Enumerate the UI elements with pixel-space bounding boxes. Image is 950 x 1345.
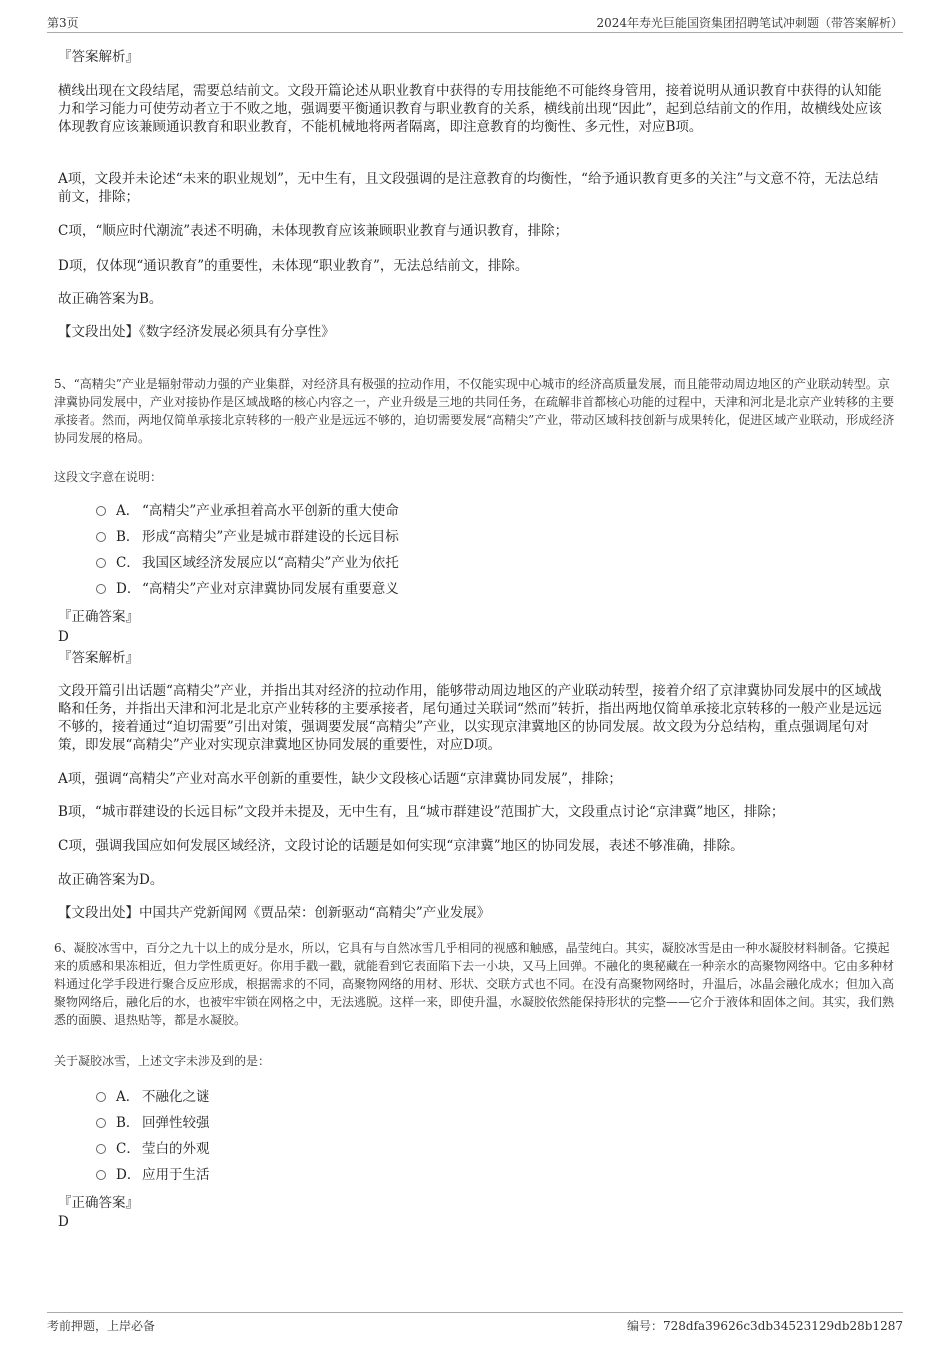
q6-answer-label: 『正确答案』 <box>58 1195 139 1211</box>
page-header <box>47 12 903 33</box>
q6-option-a[interactable]: A． 不融化之谜 <box>96 1086 210 1108</box>
q4-option-d-analysis: D项，仅体现“通识教育”的重要性，未体现“职业教育”，无法总结前文，排除。 <box>58 258 529 274</box>
radio-button-icon[interactable] <box>96 532 106 542</box>
q4-conclusion: 故正确答案为B。 <box>58 291 163 307</box>
radio-button-icon[interactable] <box>96 558 106 568</box>
q6-option-c[interactable]: C． 莹白的外观 <box>96 1138 210 1160</box>
q5-option-c-analysis: C项，强调我国应如何发展区域经济，文段讨论的话题是如何实现“京津冀”地区的协同发展，表述不够准确，排除。 <box>58 838 744 854</box>
q6-question: 关于凝胶冰雪，上述文字未涉及到的是： <box>54 1054 271 1068</box>
q5-stem: 5、“高精尖”产业是辐射带动力强的产业集群，对经济具有极强的拉动作用，不仅能实现中心城市的经济高质量发展，而且能带动周边地区的产业联动转型。京津冀协同发展中，产业对接协作是区域战略的核心内容之一，产业升级是三地的共同任务，在疏解非首都核心功能的过程中，天津和河北是北京产业转移的主要承接者。然而，两地仅简单承接北京转移的一般产业是远远不够的，迫切需要发展“高精尖”产业，带动区域科技创新与成果转化，促进区域产业联动，形成经济协同发展的格局。 <box>54 377 895 445</box>
document-code: 编号：728dfa39626c3db34523129db28b1287 <box>626 1319 903 1333</box>
q5-option-a-analysis: A项，强调“高精尖”产业对高水平创新的重要性，缺少文段核心话题“京津冀协同发展”，排除； <box>58 771 622 787</box>
q6-answer: D <box>58 1214 69 1230</box>
q6-option-b[interactable]: B． 回弹性较强 <box>96 1112 210 1134</box>
radio-button-icon[interactable] <box>96 1144 106 1154</box>
radio-button-icon[interactable] <box>96 1118 106 1128</box>
q5-option-b-analysis: B项，“城市群建设的长远目标”文段并未提及，无中生有，且“城市群建设”范围扩大，文段重点讨论“京津冀”地区，排除； <box>58 804 785 820</box>
radio-button-icon[interactable] <box>96 1092 106 1102</box>
q6-stem: 6、凝胶冰雪中，百分之九十以上的成分是水，所以，它具有与自然冰雪几乎相同的视感和触感，晶莹纯白。其实，凝胶冰雪是由一种水凝胶材料制备。它摸起来的质感和果冻相近，但力学性质更好。你用手戳一戳，就能看到它表面陷下去一小块，又马上回弹。不融化的奥秘藏在一种亲水的高聚物网络中。它由多种材料通过化学手段进行聚合反应形成，根据需求的不同，高聚物网络的用材、形状、交联方式也不同。在没有高聚物网络时，升温后，冰晶会融化成水；但加入高聚物网络后，融化后的水，也被牢牢锁在网格之中，无法逃脱。这样一来，即使升温，水凝胶依然能保持形状的完整——它介于液体和固体之间。其实，我们熟悉的面膜、退热贴等，都是水凝胶。 <box>54 941 895 1027</box>
page-number: 第3页 <box>47 16 79 30</box>
radio-button-icon[interactable] <box>96 584 106 594</box>
q5-option-a[interactable]: A． “高精尖”产业承担着高水平创新的重大使命 <box>96 500 399 522</box>
footer-slogan: 考前押题，上岸必备 <box>47 1319 156 1333</box>
q5-answer-label: 『正确答案』 <box>58 609 139 625</box>
q5-answer: D <box>58 629 69 645</box>
q4-source: 【文段出处】《数字经济发展必须具有分享性》 <box>58 324 335 340</box>
q5-question: 这段文字意在说明： <box>54 470 163 484</box>
q5-conclusion: 故正确答案为D。 <box>58 872 164 888</box>
q4-analysis-label: 『答案解析』 <box>58 49 139 65</box>
radio-button-icon[interactable] <box>96 506 106 516</box>
q5-option-d[interactable]: D． “高精尖”产业对京津冀协同发展有重要意义 <box>96 578 399 600</box>
q5-analysis-paragraph: 文段开篇引出话题“高精尖”产业，并指出其对经济的拉动作用，能够带动周边地区的产业联动转型，接着介绍了京津冀协同发展中的区域战略和任务，并指出天津和河北是北京产业转移的主要承接者，尾句通过关联词“然而”转折，指出两地仅简单承接北京转移的一般产业是远远不够的，接着通过“迫切需要”引出对策，强调要发展“高精尖”产业，以实现京津冀地区的协同发展。故文段为分总结构，重点强调尾句对策，即发展“高精尖”产业对实现京津冀地区协同发展的重要性，对应D项。 <box>58 683 882 753</box>
radio-button-icon[interactable] <box>96 1170 106 1180</box>
q5-analysis-label: 『答案解析』 <box>58 650 139 666</box>
q5-option-b[interactable]: B． 形成“高精尖”产业是城市群建设的长远目标 <box>96 526 399 548</box>
document-title: 2024年寿光巨能国资集团招聘笔试冲刺题（带答案解析） <box>596 16 903 30</box>
page-footer <box>47 1312 903 1337</box>
q5-source: 【文段出处】中国共产党新闻网《贾品荣：创新驱动“高精尖”产业发展》 <box>58 905 491 921</box>
q5-option-c[interactable]: C． 我国区域经济发展应以“高精尖”产业为依托 <box>96 552 399 574</box>
q4-analysis-paragraph: 横线出现在文段结尾，需要总结前文。文段开篇论述从职业教育中获得的专用技能绝不可能终身管用，接着说明从通识教育中获得的认知能力和学习能力可使劳动者立于不败之地，强调要平衡通识教育与职业教育的关系，横线前出现“因此”，起到总结前文的作用，故横线处应该体现教育应该兼顾通识教育和职业教育，不能机械地将两者隔离，即注意教育的均衡性、多元性，对应B项。 <box>58 83 882 135</box>
q4-option-a-analysis: A项，文段并未论述“未来的职业规划”，无中生有，且文段强调的是注意教育的均衡性，“给予通识教育更多的关注”与文意不符，无法总结前文，排除； <box>58 171 879 205</box>
q4-option-c-analysis: C项，“顺应时代潮流”表述不明确，未体现教育应该兼顾职业教育与通识教育，排除； <box>58 223 569 239</box>
q6-option-d[interactable]: D． 应用于生活 <box>96 1164 210 1186</box>
